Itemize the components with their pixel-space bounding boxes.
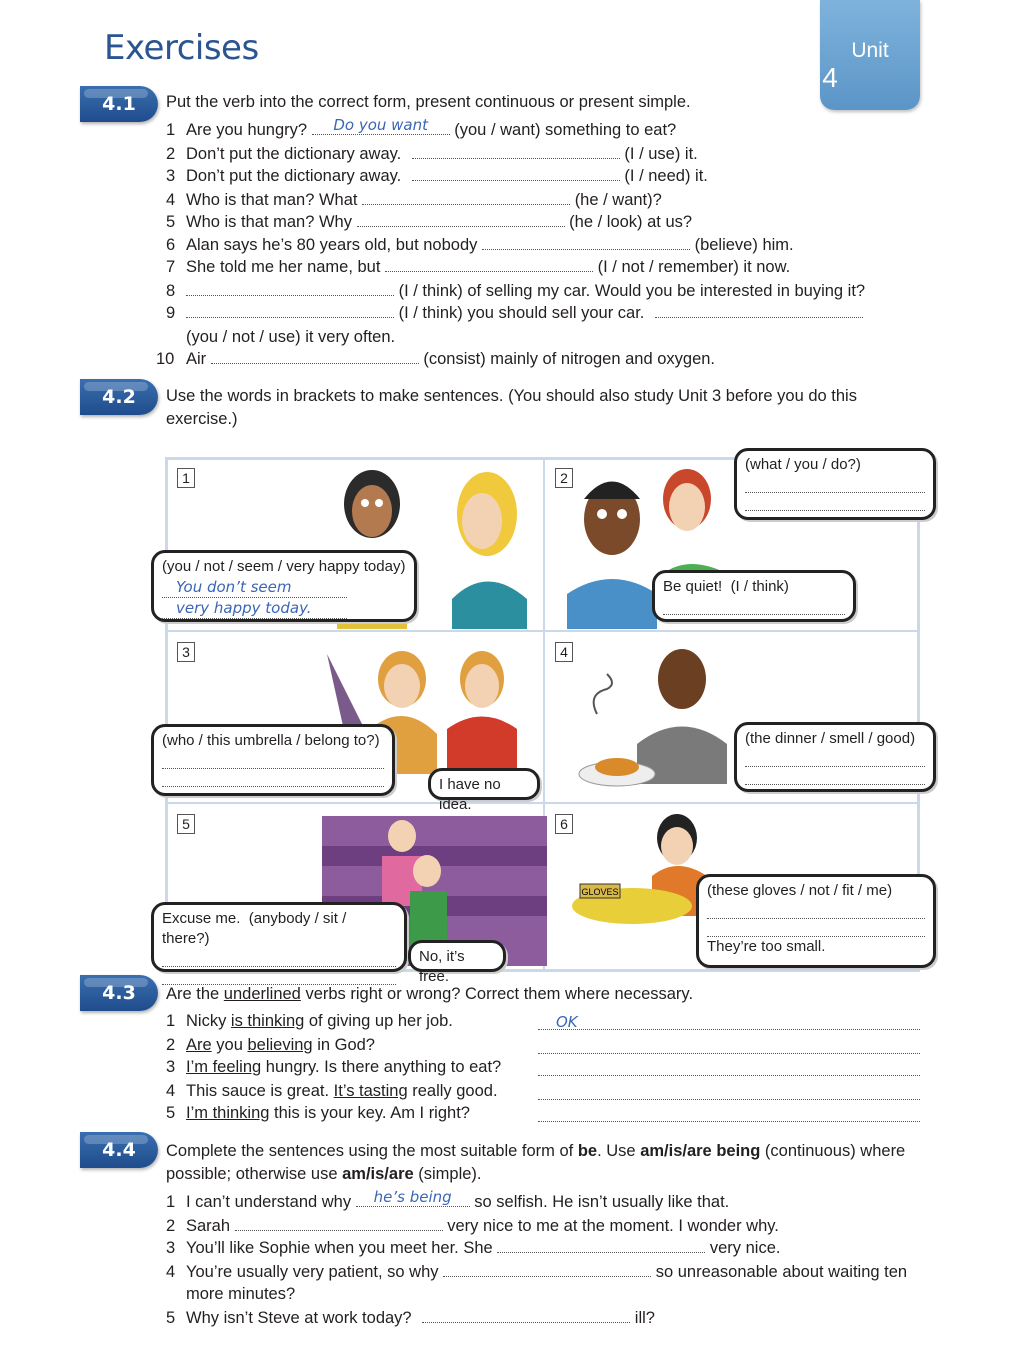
ex43-answer-1[interactable]: OK bbox=[538, 1010, 920, 1030]
answer-blank[interactable] bbox=[385, 257, 593, 272]
ex41-item-9: 9 (I / think) you should sell your car. bbox=[166, 302, 863, 324]
panel-number-6: 6 bbox=[555, 814, 573, 834]
ex41-item-9-cont: (you / not / use) it very often. bbox=[186, 328, 396, 346]
ex44-item-5: 5 Why isn’t Steve at work today? ill? bbox=[166, 1309, 655, 1327]
exercise-badge-4-2: 4.2 bbox=[80, 379, 158, 415]
answer-line[interactable]: You don’t seem bbox=[162, 577, 347, 598]
ex43-item-3: 3 I’m feeling hungry. Is there anything to eat? bbox=[166, 1058, 502, 1076]
answer-line[interactable] bbox=[745, 767, 925, 785]
ex44-item-4-cont: more minutes? bbox=[186, 1285, 296, 1303]
ex41-item-5: 5 Who is that man? Why (he / look) at us? bbox=[166, 213, 693, 231]
answer-blank[interactable] bbox=[422, 1308, 630, 1323]
answer-line[interactable] bbox=[162, 769, 384, 787]
answer-line[interactable] bbox=[162, 949, 396, 967]
speech-bubble-3-reply: I have no idea. bbox=[428, 768, 540, 800]
ex41-item-10: 10 Air (consist) mainly of nitrogen and oxygen. bbox=[156, 350, 716, 368]
speech-bubble-5: Excuse me. (anybody / sit / there?) bbox=[151, 902, 407, 972]
answer-line[interactable] bbox=[707, 901, 925, 919]
ex41-item-7: 7 She told me her name, but (I / not / remember) it now. bbox=[166, 258, 791, 276]
unit-number: 4 bbox=[822, 62, 838, 93]
answer-line[interactable] bbox=[707, 919, 925, 937]
panel-number-1: 1 bbox=[177, 468, 195, 488]
unit-label: Unit bbox=[851, 39, 889, 62]
panel-number-2: 2 bbox=[555, 468, 573, 488]
ex41-item-3: 3 Don’t put the dictionary away. (I / need) it. bbox=[166, 167, 708, 185]
exercise-4-2-instruction: Use the words in brackets to make sentences. (You should also study Unit 3 before you do this exercise.) bbox=[166, 387, 857, 428]
ex41-item-6: 6 Alan says he’s 80 years old, but nobody (believe) him. bbox=[166, 236, 794, 254]
answer-blank[interactable] bbox=[655, 303, 863, 318]
speech-bubble-5-reply: No, it’s free. bbox=[408, 940, 506, 972]
answer-blank[interactable] bbox=[482, 235, 690, 250]
ex43-item-5: 5 I’m thinking this is your key. Am I right? bbox=[166, 1104, 470, 1122]
ex44-item-1: 1 I can’t understand why he’s being so selfish. He isn’t usually like that. bbox=[166, 1188, 730, 1211]
exercise-4-4-instruction: Complete the sentences using the most suitable form of be. Use am/is/are being (continuous) where possible; otherwise use am/is/are (simple). bbox=[166, 1142, 906, 1183]
answer-line[interactable]: very happy today. bbox=[162, 598, 347, 619]
speech-bubble-4: (the dinner / smell / good) bbox=[734, 722, 936, 792]
answer-blank[interactable] bbox=[497, 1238, 705, 1253]
answer-line[interactable] bbox=[162, 751, 384, 769]
speech-bubble-3: (who / this umbrella / belong to?) bbox=[151, 724, 395, 796]
panel-number-3: 3 bbox=[177, 642, 195, 662]
speech-bubble-2-reply: Be quiet! (I / think) bbox=[652, 570, 856, 622]
exercise-4-3-instruction: Are the underlined verbs right or wrong? Correct them where necessary. bbox=[166, 985, 694, 1003]
answer-line[interactable] bbox=[745, 475, 925, 493]
answer-line[interactable] bbox=[745, 749, 925, 767]
speech-bubble-2: (what / you / do?) bbox=[734, 448, 936, 520]
speech-bubble-1: (you / not / seem / very happy today) You don’t seem very happy today. bbox=[151, 550, 417, 622]
exercise-badge-4-4: 4.4 bbox=[80, 1132, 158, 1168]
speech-bubble-6: (these gloves / not / fit / me) They’re too small. bbox=[696, 874, 936, 968]
ex44-item-3: 3 You’ll like Sophie when you meet her. She very nice. bbox=[166, 1239, 781, 1257]
answer-blank[interactable] bbox=[211, 349, 419, 364]
ex43-answer-4[interactable] bbox=[538, 1080, 920, 1100]
ex44-item-4: 4 You’re usually very patient, so why so unreasonable about waiting ten bbox=[166, 1263, 908, 1281]
ex43-answer-2[interactable] bbox=[538, 1034, 920, 1054]
gloves-sign: GLOVES bbox=[581, 887, 619, 897]
ex43-answer-3[interactable] bbox=[538, 1056, 920, 1076]
exercise-4-1-instruction: Put the verb into the correct form, present continuous or present simple. bbox=[166, 93, 691, 111]
answer-blank[interactable] bbox=[186, 281, 394, 296]
exercise-badge-4-1: 4.1 bbox=[80, 86, 158, 122]
answer-blank[interactable]: Do you want bbox=[312, 120, 450, 135]
exercise-badge-4-3: 4.3 bbox=[80, 975, 158, 1011]
answer-blank[interactable] bbox=[235, 1216, 443, 1231]
ex43-item-1: 1 Nicky is thinking of giving up her job. bbox=[166, 1012, 453, 1030]
ex41-item-2: 2 Don’t put the dictionary away. (I / use) it. bbox=[166, 145, 698, 163]
answer-blank[interactable] bbox=[186, 303, 394, 318]
answer-blank[interactable]: he’s being bbox=[356, 1192, 470, 1207]
illustration-dinner bbox=[577, 634, 757, 799]
answer-blank[interactable] bbox=[443, 1262, 651, 1277]
ex41-item-4: 4 Who is that man? What (he / want)? bbox=[166, 191, 662, 209]
ex41-item-8: 8 (I / think) of selling my car. Would you be interested in buying it? bbox=[166, 282, 866, 300]
ex44-item-2: 2 Sarah very nice to me at the moment. I wonder why. bbox=[166, 1217, 779, 1235]
answer-blank[interactable] bbox=[412, 144, 620, 159]
answer-blank[interactable] bbox=[362, 190, 570, 205]
ex41-item-1: 1 Are you hungry? Do you want (you / want) something to eat? bbox=[166, 116, 677, 139]
panel-number-4: 4 bbox=[555, 642, 573, 662]
answer-blank[interactable] bbox=[412, 166, 620, 181]
ex43-item-4: 4 This sauce is great. It’s tasting really good. bbox=[166, 1082, 498, 1100]
page-title: Exercises bbox=[104, 28, 259, 68]
answer-line[interactable] bbox=[745, 493, 925, 511]
answer-blank[interactable] bbox=[357, 212, 565, 227]
ex43-answer-5[interactable] bbox=[538, 1102, 920, 1122]
answer-line[interactable] bbox=[663, 597, 845, 615]
ex43-item-2: 2 Are you believing in God? bbox=[166, 1036, 375, 1054]
panel-number-5: 5 bbox=[177, 814, 195, 834]
